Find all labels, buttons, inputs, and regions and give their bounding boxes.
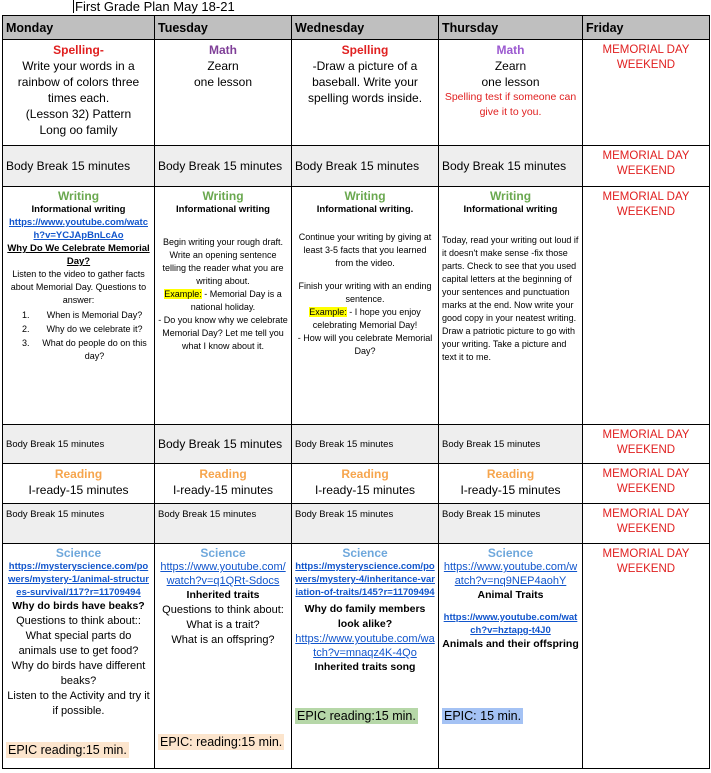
writing-example (158, 288, 288, 314)
text-line: Why do birds have different beaks? (11, 660, 146, 687)
subject-label: Science (200, 546, 246, 560)
cell-thu-reading (439, 464, 583, 504)
subject-label: Science (55, 546, 102, 560)
cell-fri-memorial (583, 425, 710, 464)
subject-label: Spelling (341, 43, 389, 57)
cell-fri-memorial (583, 504, 710, 544)
science-link-2[interactable]: https://www.youtube.com/watch?v=mnaqz4K-4Qo (295, 633, 435, 659)
plan-table (2, 15, 710, 769)
body-break-cell: Body Break 15 minutes (439, 146, 583, 187)
text-line: What is an offspring? (171, 634, 275, 646)
writing-subtitle: Informational writing (176, 204, 270, 215)
writing-text: Continue your writing by giving at least 3-5 facts that you learned from the video. (298, 232, 432, 268)
cell-fri-memorial (583, 544, 710, 769)
reading-text: I-ready-15 minutes (314, 483, 416, 497)
epic-reading: EPIC: reading:15 min. (160, 735, 283, 749)
cell-thu-writing (439, 187, 583, 425)
day-header-friday: Friday (583, 16, 710, 40)
text-line: Long oo family (39, 123, 118, 137)
reading-text: I-ready-15 minutes (460, 483, 561, 497)
text-line: spelling words inside. (307, 91, 423, 105)
writing-subtitle: Informational writing (31, 204, 126, 215)
text-line: Questions to think about:: (16, 615, 141, 627)
subject-label: Reading (199, 467, 247, 481)
writing-subtitle: Informational writing (463, 204, 558, 215)
subject-label: Reading (341, 467, 389, 481)
cell-thu-science (439, 544, 583, 769)
table-row (3, 40, 710, 146)
subject-label: Writing (489, 189, 532, 203)
body-break-cell: Body Break 15 minutes (3, 425, 155, 464)
day-header-monday: Monday (3, 16, 155, 40)
subject-label: Reading (486, 467, 535, 481)
table-row (3, 187, 710, 425)
cell-thu-math (439, 40, 583, 146)
subject-label: Science (487, 546, 534, 560)
epic-reading: EPIC: 15 min. (444, 709, 522, 723)
example-label: Example: (309, 307, 347, 317)
science-question: Why do birds have beaks? (12, 600, 145, 612)
day-header-tuesday: Tuesday (155, 16, 292, 40)
cell-wed-reading (292, 464, 439, 504)
cell-fri-memorial (583, 464, 710, 504)
subject-label: Math (209, 43, 237, 57)
cell-fri-memorial (583, 146, 710, 187)
list-item: 3. What do people do on this day? (32, 337, 151, 363)
science-link[interactable]: https://www.youtube.com/watch?v=q1QRt-Sdocs (160, 561, 286, 587)
memorial-text: MEMORIAL DAY (602, 548, 690, 560)
table-row (3, 146, 710, 187)
body-break-cell: Body Break 15 minutes (3, 504, 155, 544)
subject-label: Writing (57, 189, 100, 203)
table-row (3, 464, 710, 504)
memorial-text: MEMORIAL DAY (602, 468, 690, 480)
writing-example-2: - How will you celebrate Memorial Day? (297, 333, 433, 356)
science-link-2[interactable]: https://www.youtube.com/watch?v=hztapg-t4J0 (443, 612, 578, 636)
science-heading: Inherited traits song (314, 661, 416, 673)
cell-fri-memorial (583, 187, 710, 425)
video-link[interactable]: https://www.youtube.com/watch?v=YCJApBnLcAo (9, 217, 148, 241)
writing-text-2: Finish your writing with an ending sentence. (298, 281, 432, 304)
body-break-cell: Body Break 15 minutes (155, 425, 292, 464)
text-line: What special parts do animals use to get food? (18, 630, 139, 657)
cell-tue-math (155, 40, 292, 146)
reading-text: I-ready-15 minutes (28, 483, 129, 497)
question-list (6, 309, 151, 363)
body-break-cell: Body Break 15 minutes (292, 504, 439, 544)
text-line: times each. (47, 91, 110, 105)
science-link[interactable]: https://www.youtube.com/watch?v=nq9NEP4aohY (443, 561, 578, 587)
list-item: 2. Why do we celebrate it? (32, 323, 151, 336)
table-row (3, 544, 710, 769)
writing-text: Begin writing your rough draft. Write an opening sentence telling the reader what you are writing about. (162, 237, 284, 286)
page-title: First Grade Plan May 18-21 (75, 0, 235, 14)
epic-reading: EPIC reading:15 min. (297, 709, 416, 723)
science-link[interactable]: https://mysteryscience.com/powers/mystery-1/animal-structures-survival/117?r=11709494 (8, 561, 149, 598)
reading-text: I-ready-15 minutes (172, 483, 274, 497)
example-text: - Memorial Day is a national holiday. (190, 289, 282, 312)
science-link[interactable]: https://mysteryscience.com/powers/mystery-4/inheritance-variation-of-traits/145?r=11709494 (295, 561, 435, 598)
writing-example (295, 306, 435, 332)
writing-text: Today, read your writing out loud if it doesn't make sense -fix those parts. Check to see that you used capital letters at the beginning of your sentences and punctuation marks at the end. Now write your good copy in your neatest writing. Draw a patriotic picture to go with your writing. Take a picture and text it to me. (442, 235, 579, 362)
cell-mon-reading (3, 464, 155, 504)
memorial-text: WEEKEND (616, 483, 676, 495)
subject-label: Writing (202, 189, 244, 203)
header-row (3, 16, 710, 40)
body-break-cell: Body Break 15 minutes (155, 146, 292, 187)
body-break-cell: Body Break 15 minutes (3, 146, 155, 187)
writing-intro: Listen to the video to gather facts about Memorial Day. Questions to answer: (10, 269, 147, 305)
table-row (3, 425, 710, 464)
text-line: one lesson (481, 75, 540, 89)
body-break-cell: Body Break 15 minutes (292, 146, 439, 187)
cell-wed-science (292, 544, 439, 769)
subject-label: Reading (54, 467, 103, 481)
text-line: Write your words in a (22, 59, 135, 73)
writing-subtitle: Informational writing. (316, 204, 414, 215)
text-line: What is a trait? (186, 619, 260, 631)
memorial-text: MEMORIAL DAY (602, 429, 690, 441)
text-line: Listen to the Activity and try it if possible. (7, 690, 150, 717)
memorial-text: WEEKEND (616, 206, 676, 218)
text-line: rainbow of colors three (17, 75, 140, 89)
cell-mon-science (3, 544, 155, 769)
cell-wed-spelling (292, 40, 439, 146)
memorial-text: WEEKEND (616, 165, 676, 177)
cell-mon-writing (3, 187, 155, 425)
body-break-cell: Body Break 15 minutes (292, 425, 439, 464)
text-line: Questions to think about: (162, 604, 284, 616)
text-line: (Lesson 32) Pattern (25, 107, 132, 121)
example-text: - I hope you enjoy celebrating Memorial Day! (312, 307, 421, 330)
memorial-text: WEEKEND (616, 563, 676, 575)
subject-label: Spelling- (53, 43, 104, 57)
science-question: Why do family members look alike? (304, 603, 426, 630)
table-row (3, 504, 710, 544)
memorial-text: WEEKEND (616, 444, 676, 456)
science-heading-2: Animals and their offspring (442, 638, 579, 650)
body-break-cell: Body Break 15 minutes (439, 425, 583, 464)
text-line: baseball. Write your (312, 75, 418, 89)
day-header-wednesday: Wednesday (292, 16, 439, 40)
text-line: Zearn (494, 59, 527, 73)
subject-label: Math (496, 43, 525, 57)
cell-mon-spelling (3, 40, 155, 146)
day-header-thursday: Thursday (439, 16, 583, 40)
body-break-cell: Body Break 15 minutes (155, 504, 292, 544)
text-line: Zearn (207, 59, 239, 73)
subject-label: Writing (344, 189, 386, 203)
subject-label: Science (342, 546, 388, 560)
memorial-text: MEMORIAL DAY (602, 44, 690, 56)
text-line: -Draw a picture of a (312, 59, 418, 73)
writing-question: Why Do We Celebrate Memorial Day? (7, 243, 150, 267)
memorial-text: MEMORIAL DAY (602, 191, 690, 203)
memorial-text: WEEKEND (616, 523, 676, 535)
science-heading: Inherited traits (186, 589, 260, 601)
cell-tue-writing (155, 187, 292, 425)
example-label: Example: (164, 289, 202, 299)
cell-tue-science (155, 544, 292, 769)
cell-fri-memorial (583, 40, 710, 146)
body-break-cell: Body Break 15 minutes (439, 504, 583, 544)
spelling-test-note: Spelling test if someone can give it to you. (444, 91, 577, 118)
text-line: one lesson (193, 75, 253, 89)
memorial-text: MEMORIAL DAY (602, 508, 690, 520)
epic-reading: EPIC reading:15 min. (8, 743, 127, 757)
list-item: 1. When is Memorial Day? (32, 309, 151, 322)
science-heading: Animal Traits (477, 589, 544, 601)
writing-example-2: - Do you know why we celebrate Memorial Day? Let me tell you what I know about it. (158, 315, 288, 351)
cell-tue-reading (155, 464, 292, 504)
cell-wed-writing (292, 187, 439, 425)
memorial-text: MEMORIAL DAY (602, 150, 690, 162)
memorial-text: WEEKEND (616, 59, 676, 71)
